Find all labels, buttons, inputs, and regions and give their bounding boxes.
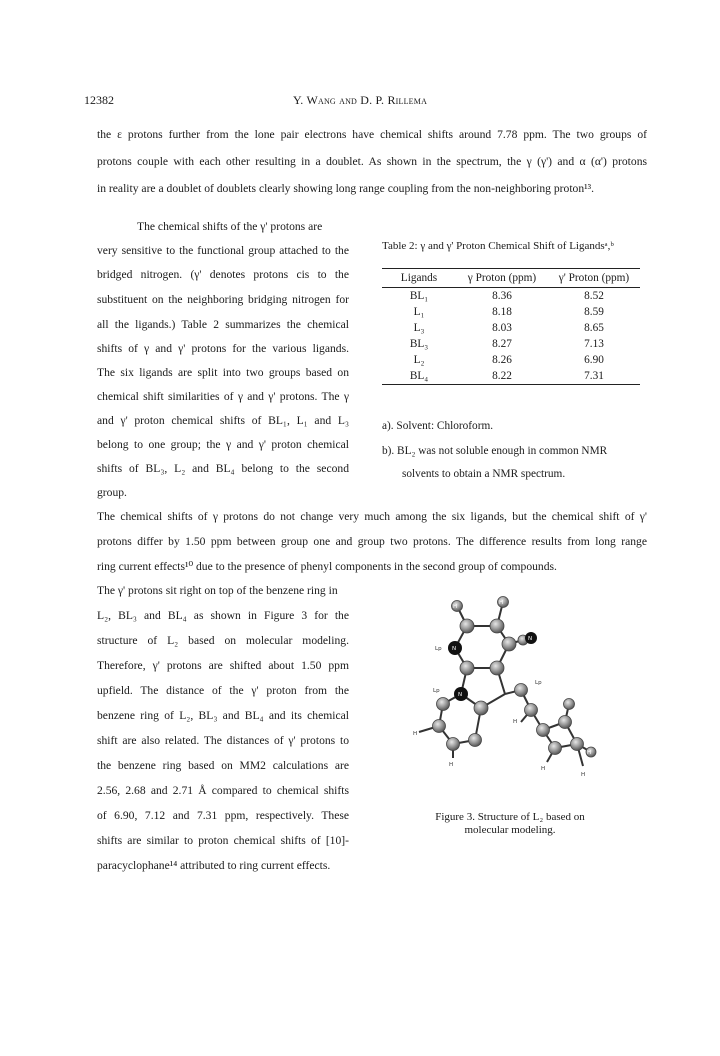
carbon-atom [469, 734, 482, 747]
paragraph-line: structure of L₂ based on molecular modeling. [97, 634, 349, 647]
table-cell: 7.13 [584, 338, 604, 350]
table-cell: 8.52 [584, 290, 604, 302]
paragraph-line: The γ' protons sit right on top of the benzene ring in [97, 584, 338, 597]
paragraph-line: The chemical shifts of γ protons do not change very much among the six ligands, but the chemical shift of γ' [97, 510, 647, 523]
carbon-atom [525, 704, 538, 717]
paragraph-line: belong to one group; the γ and γ' proton chemical [97, 438, 349, 451]
table-header-row [382, 269, 640, 288]
table-cell: 8.18 [492, 306, 512, 318]
paragraph-line: upfield. The distance of the γ' proton from the [97, 684, 349, 697]
table-cell: 8.03 [492, 322, 512, 334]
carbon-atom [433, 720, 446, 733]
figure-caption-line: Figure 3. Structure of L₂ based on [435, 811, 585, 823]
atom-label: Lp [435, 646, 442, 652]
atom-label: H [581, 772, 586, 778]
table-cell: L₂ [413, 354, 425, 366]
carbon-atom [490, 619, 504, 633]
bond-group [419, 602, 591, 766]
paragraph-line: all the ligands.) Table 2 summarizes the chemical [97, 318, 349, 331]
atom-label: H [453, 604, 458, 610]
carbon-atom [537, 724, 550, 737]
carbon-atom [502, 637, 516, 651]
carbon-atom [460, 661, 474, 675]
table-cell: 8.22 [492, 370, 512, 382]
paragraph-line: very sensitive to the functional group attached to the [97, 244, 349, 257]
paragraph-line: The six ligands are split into two groups based on [97, 366, 349, 379]
table-cell: BL₃ [409, 338, 429, 350]
paragraph-line: shift are also related. The distances of γ' protons to [97, 734, 349, 747]
table-cell: 8.65 [584, 322, 604, 334]
column-header: γ' Proton (ppm) [548, 269, 640, 288]
atom-label: N [458, 692, 463, 698]
running-head: Y. Wang and D. P. Rillema [292, 93, 428, 107]
atom-label: N [452, 646, 457, 652]
paragraph-line: L₂, BL₃ and BL₄ as shown in Figure 3 for the [97, 609, 349, 622]
atom-label: Lp [433, 688, 440, 694]
table-cell: BL₄ [409, 370, 429, 382]
table-footnote: a). Solvent: Chloroform. [382, 420, 494, 432]
atom-label: H [541, 766, 546, 772]
paragraph-line: bridged nitrogen. (γ' denotes protons cis to the [97, 268, 349, 281]
paragraph-line: shifts are similar to proton chemical shifts of [10]- [97, 834, 349, 847]
table-footnote: b). BL₂ was not soluble enough in common NMR [382, 445, 608, 457]
carbon-atom [549, 742, 562, 755]
molecule-figure [405, 586, 605, 806]
table-cell: L₃ [413, 322, 425, 334]
table-row [382, 336, 640, 352]
paragraph-line: substituent on the neighboring bridging nitrogen for [97, 293, 349, 306]
paragraph-line: paracyclophane¹⁴ attributed to ring current effects. [97, 859, 331, 872]
column-header: γ Proton (ppm) [456, 269, 548, 288]
atom-label: H [513, 719, 518, 725]
paragraph-line: ring current effects¹⁰ due to the presence of phenyl components in the second group of compounds. [97, 560, 557, 573]
paragraph-line: protons couple with each other resulting in a doublet. As shown in the spectrum, the γ (γ') and α (α') protons [97, 155, 647, 168]
table-row [382, 352, 640, 368]
table-cell: L₁ [413, 306, 425, 318]
table-row [382, 368, 640, 384]
atom-label: N [528, 636, 533, 642]
atom-label: Lp [535, 680, 542, 686]
carbon-atom [559, 716, 572, 729]
carbon-atom [490, 661, 504, 675]
atom-label: H [449, 762, 454, 768]
carbon-atom [447, 738, 460, 751]
paragraph-line: benzene ring of L₂, BL₃ and BL₄ and its chemical [97, 709, 349, 722]
table-2 [382, 268, 640, 385]
table-cell: 6.90 [584, 354, 604, 366]
figure-caption-line: molecular modeling. [464, 824, 556, 836]
figure-caption [410, 811, 610, 837]
paragraph-line: the ε protons further from the lone pair electrons have chemical shifts around 7.78 ppm. The two groups of [97, 128, 647, 141]
table-caption: Table 2: γ and γ' Proton Chemical Shift of Ligandsᵃ,ᵇ [382, 240, 614, 252]
table-cell: 8.26 [492, 354, 512, 366]
paragraph-line: Therefore, γ' protons are shifted about 1.50 ppm [97, 659, 349, 672]
paragraph-line: shifts of BL₃, L₂ and BL₄ belong to the second [97, 462, 349, 475]
column-header: Ligands [382, 269, 456, 288]
page-number: 12382 [84, 93, 114, 107]
paragraph-line: the benzene ring based on MM2 calculations are [97, 759, 349, 772]
paragraph-line: group. [97, 486, 127, 499]
table-footnote: solvents to obtain a NMR spectrum. [402, 468, 566, 480]
table-row [382, 304, 640, 320]
atom-label: H [587, 750, 592, 756]
carbon-atom [515, 684, 528, 697]
atom-label: H [499, 600, 504, 606]
paragraph-line: 2.56, 2.68 and 2.71 Å compared to chemical shifts [97, 784, 349, 797]
paragraph-line: of 6.90, 7.12 and 7.31 ppm, respectively. These [97, 809, 349, 822]
table-cell: BL₁ [409, 290, 429, 302]
atom-label: H [413, 731, 418, 737]
paragraph-line: in reality are a doublet of doublets clearly showing long range coupling from the non-neighboring proton¹³. [97, 182, 594, 195]
carbon-atom [474, 701, 488, 715]
paragraph-line: protons differ by 1.50 ppm between group one and group two protons. The difference results from long range [97, 535, 647, 548]
carbon-atom [571, 738, 584, 751]
carbon-atom [460, 619, 474, 633]
table-row [382, 288, 640, 305]
hydrogen-atom [564, 699, 575, 710]
paragraph-line: and γ' proton chemical shifts of BL₁, L₁ and L₃ [97, 414, 349, 427]
paragraph-line: chemical shift similarities of γ and γ' protons. The γ [97, 390, 349, 403]
table-cell: 8.59 [584, 306, 604, 318]
table-cell: 8.36 [492, 290, 512, 302]
carbon-atom [437, 698, 450, 711]
paragraph-line: shifts of γ and γ' protons for the various ligands. [97, 342, 349, 355]
table-cell: 8.27 [492, 338, 512, 350]
table-row [382, 320, 640, 336]
table-cell: 7.31 [584, 370, 604, 382]
paragraph-line: The chemical shifts of the γ' protons are [137, 220, 323, 233]
